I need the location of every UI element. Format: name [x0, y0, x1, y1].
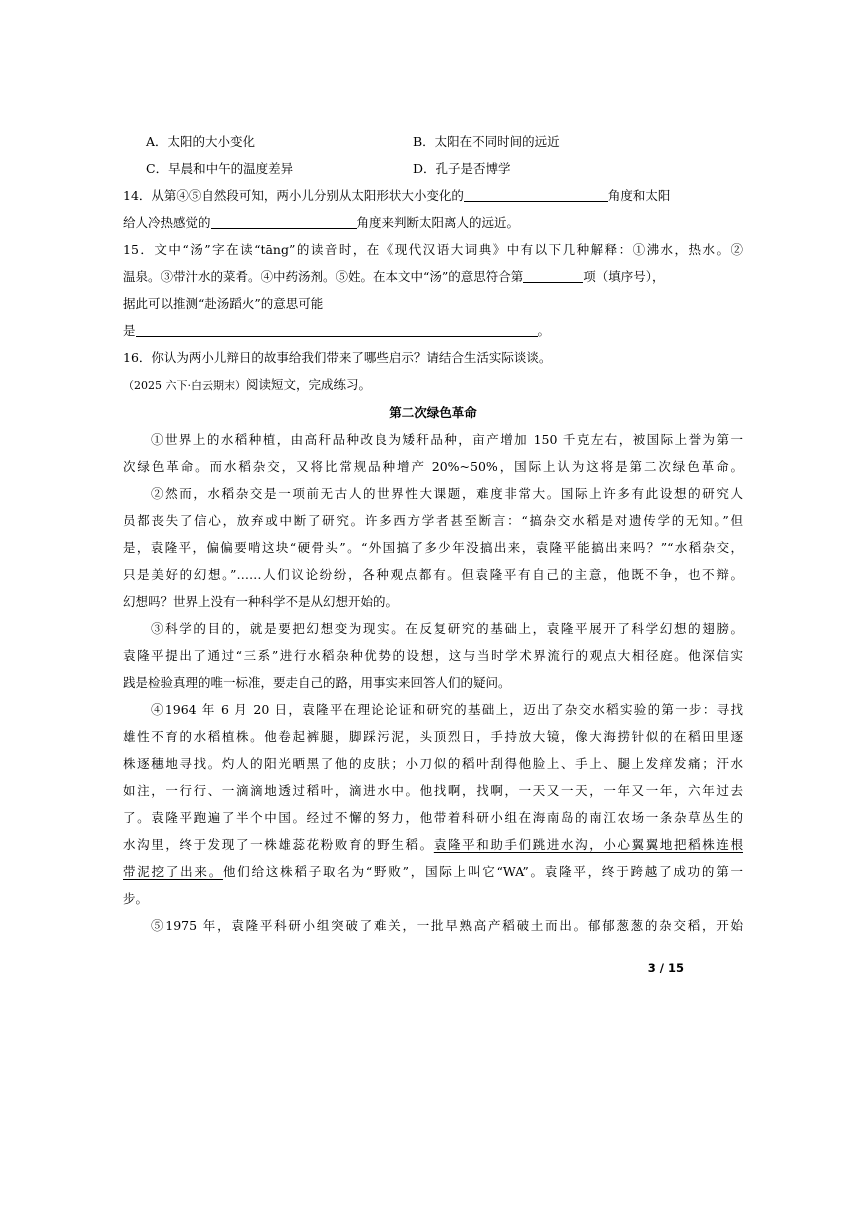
paragraph-4-line: 株逐穗地寻找。灼人的阳光晒黑了他的皮肤；小刀似的稻叶刮得他脸上、手上、腿上发痒发痛；汗水	[123, 756, 743, 771]
option-b: B．太阳在不同时间的远近	[413, 134, 560, 149]
underlined-sentence: 带泥挖了出来。	[123, 864, 224, 879]
q14-text-1: 14．从第④⑤自然段可知，两小儿分别从太阳形状大小变化的	[123, 188, 464, 203]
paragraph-4-line: 步。	[123, 891, 149, 906]
paragraph-4-line: 如注，一行行、一滴滴地透过稻叶，滴进水中。他找啊，找啊，一天又一天，一年又一年，六年过去	[123, 783, 743, 798]
paragraph-3-line: 袁隆平提出了通过“三系”进行水稻杂种优势的设想，这与当时学术界流行的观点大相径庭。他深信实	[123, 648, 743, 663]
paragraph-4-line: ④1964 年 6 月 20 日，袁隆平在理论论证和研究的基础上，迈出了杂交水稻实验的第一步：寻找	[151, 702, 743, 717]
reading-instruction: 阅读短文，完成练习。	[246, 377, 372, 392]
answer-blank[interactable]	[464, 187, 608, 202]
paragraph-2-line: 只是美好的幻想。”……人们议论纷纷，各种观点都有。但袁隆平有自己的主意，他既不争，也不辩。	[123, 567, 743, 582]
paragraph-5-line: ⑤1975 年，袁隆平科研小组突破了难关，一批早熟高产稻破土而出。郁郁葱葱的杂交稻，开始	[151, 918, 743, 933]
exam-source: （2025 六下·白云期末）	[123, 379, 246, 392]
paragraph-text: 他们给这株稻子取名为“野败”，国际上叫它“WA”。袁隆平，终于跨越了成功的第一	[223, 864, 743, 879]
question-15-line-2	[123, 267, 743, 287]
paragraph-4-line	[123, 862, 743, 882]
paragraph-2-line: 是，袁隆平，偏偏要啃这块“硬骨头”。“外国搞了多少年没搞出来，袁隆平能搞出来吗？”“水稻杂交，	[123, 540, 743, 555]
q15-text-2: 项（填序号），	[583, 269, 665, 284]
paragraph-text: 水沟里，终于发现了一株雄蕊花粉败育的野生稻。	[123, 837, 434, 852]
option-c: C．早晨和中午的温度差异	[146, 161, 294, 176]
paragraph-4-line: 雄性不育的水稻植株。他卷起裤腿，脚踩污泥，头顶烈日，手持放大镜，像大海捞针似的在稻田里逐	[123, 729, 743, 744]
q15-text-1: 温泉。③带汁水的菜肴。④中药汤剂。⑤姓。在本文中“汤”的意思符合第	[123, 269, 524, 284]
underlined-sentence: 袁隆平和助手们跳进水沟，小心翼翼地把稻株连根	[433, 837, 743, 852]
reading-intro	[123, 375, 743, 396]
answer-blank[interactable]	[211, 214, 357, 229]
paragraph-2-line: ②然而，水稻杂交是一项前无古人的世界性大课题，难度非常大。国际上许多有此设想的研究人	[151, 486, 743, 501]
question-15-line-1: 15．文中“汤”字在读“tāng”的读音时，在《现代汉语大词典》中有以下几种解释：①沸水，热水。②	[123, 242, 743, 257]
paragraph-1-line: 次绿色革命。而水稻杂交，又将比常规品种增产 20%~50%，国际上认为这将是第二次绿色革命。	[123, 459, 743, 474]
paragraph-2-line: 幻想吗？世界上没有一种科学不是从幻想开始的。	[123, 594, 399, 609]
option-d: D．孔子是否博学	[413, 161, 511, 176]
page-number: 3 / 15	[647, 961, 684, 975]
answer-blank[interactable]	[136, 322, 538, 337]
q14-text-4: 角度来判断太阳离人的远近。	[356, 215, 520, 230]
question-15-line-4	[123, 321, 743, 341]
paragraph-4-line	[123, 835, 743, 855]
answer-blank[interactable]	[523, 268, 583, 283]
paragraph-3-line: ③科学的目的，就是要把幻想变为现实。在反复研究的基础上，袁隆平展开了科学幻想的翅膀。	[151, 621, 743, 636]
question-14-line-1	[123, 186, 743, 206]
paragraph-3-line: 践是检验真理的唯一标准，要走自己的路，用事实来回答人们的疑问。	[123, 675, 511, 690]
paragraph-2-line: 员都丧失了信心，放弃或中断了研究。许多西方学者甚至断言：“搞杂交水稻是对遗传学的无知。”但	[123, 513, 743, 528]
article-title: 第二次绿色革命	[389, 405, 477, 420]
question-16: 16．你认为两小儿辩日的故事给我们带来了哪些启示？请结合生活实际谈谈。	[123, 350, 552, 365]
q14-text-2: 角度和太阳	[607, 188, 671, 203]
paragraph-4-line: 了。袁隆平跑遍了半个中国。经过不懈的努力，他带着科研小组在海南岛的南江农场一条杂草丛生的	[123, 810, 743, 825]
q15-text-4: 。	[537, 323, 551, 338]
q15-text-3: 是	[123, 323, 136, 338]
q14-text-3: 给人冷热感觉的	[123, 215, 211, 230]
question-14-line-2	[123, 213, 743, 233]
question-15-line-3: 据此可以推测“赴汤蹈火”的意思可能	[123, 296, 324, 311]
option-a: A．太阳的大小变化	[146, 134, 256, 149]
paragraph-1-line: ①世界上的水稻种植，由高秆品种改良为矮秆品种，亩产增加 150 千克左右，被国际上誉为第一	[151, 432, 743, 447]
